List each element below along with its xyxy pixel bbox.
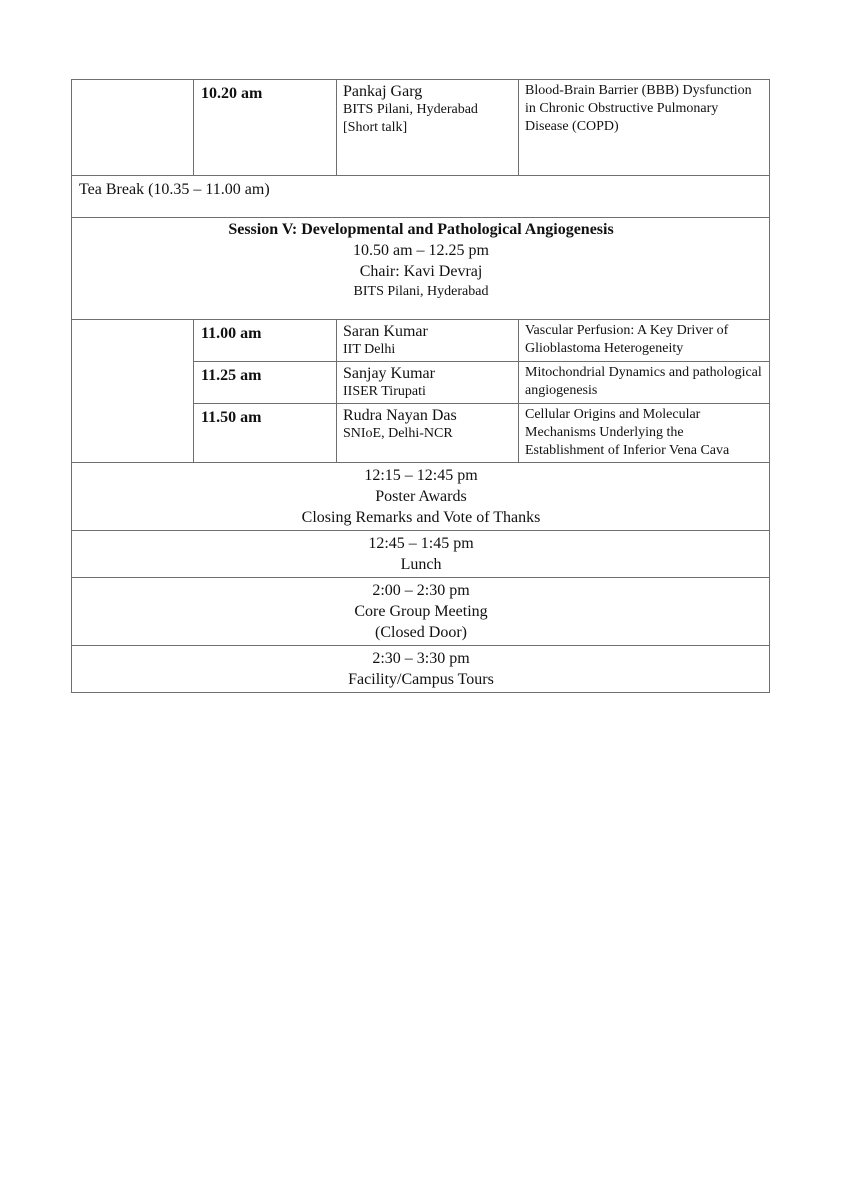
empty-cell xyxy=(72,320,194,463)
session-title: Session V: Developmental and Pathological Angiogenesis xyxy=(228,221,614,238)
speaker-name: Pankaj Garg xyxy=(343,83,423,100)
talk-time: 10.20 am xyxy=(194,80,337,176)
talk-row xyxy=(72,320,770,362)
talk-speaker-cell xyxy=(337,320,519,362)
program-table xyxy=(71,79,770,693)
lunch-label: Lunch xyxy=(400,556,442,573)
talk-speaker-cell xyxy=(337,80,519,176)
speaker-name: Rudra Nayan Das xyxy=(343,407,457,424)
session-chair-affiliation: BITS Pilani, Hyderabad xyxy=(353,284,489,299)
talk-title: Mitochondrial Dynamics and pathological angiogenesis xyxy=(519,362,770,404)
talk-time: 11.00 am xyxy=(194,320,337,362)
tea-break-row xyxy=(72,176,770,218)
speaker-name: Sanjay Kumar xyxy=(343,365,435,382)
closing-block xyxy=(72,463,770,531)
talk-title: Cellular Origins and Molecular Mechanisms Underlying the Establishment of Inferior Vena Cava xyxy=(519,404,770,463)
lunch-time: 12:45 – 1:45 pm xyxy=(368,535,474,552)
session-time: 10.50 am – 12.25 pm xyxy=(353,242,489,259)
session-header-row xyxy=(72,218,770,320)
tours-row xyxy=(72,646,770,693)
poster-awards: Poster Awards xyxy=(375,488,467,505)
tours-label: Facility/Campus Tours xyxy=(348,671,494,688)
talk-time: 11.50 am xyxy=(194,404,337,463)
speaker-affiliation: SNIoE, Delhi-NCR xyxy=(343,426,453,441)
core-meeting-row xyxy=(72,578,770,646)
closing-remarks: Closing Remarks and Vote of Thanks xyxy=(301,509,541,526)
talk-time: 11.25 am xyxy=(194,362,337,404)
speaker-name: Saran Kumar xyxy=(343,323,428,340)
talk-speaker-cell xyxy=(337,362,519,404)
closing-row xyxy=(72,463,770,531)
core-meeting-time: 2:00 – 2:30 pm xyxy=(372,582,470,599)
session-chair: Chair: Kavi Devraj xyxy=(359,263,483,280)
tours-block xyxy=(72,646,770,693)
core-meeting-note: (Closed Door) xyxy=(375,624,467,641)
talk-title: Vascular Perfusion: A Key Driver of Glioblastoma Heterogeneity xyxy=(519,320,770,362)
session-header xyxy=(72,218,770,320)
closing-time: 12:15 – 12:45 pm xyxy=(364,467,478,484)
lunch-row xyxy=(72,531,770,578)
lunch-block xyxy=(72,531,770,578)
talk-row xyxy=(72,80,770,176)
tea-break: Tea Break (10.35 – 11.00 am) xyxy=(72,176,770,218)
speaker-affiliation: IIT Delhi xyxy=(343,342,396,357)
tours-time: 2:30 – 3:30 pm xyxy=(372,650,470,667)
core-meeting-block xyxy=(72,578,770,646)
speaker-affiliation: IISER Tirupati xyxy=(343,384,426,399)
talk-title: Blood-Brain Barrier (BBB) Dysfunction in Chronic Obstructive Pulmonary Disease (COPD) xyxy=(519,80,770,176)
talk-note: [Short talk] xyxy=(343,120,408,135)
empty-cell xyxy=(72,80,194,176)
speaker-affiliation: BITS Pilani, Hyderabad xyxy=(343,102,478,117)
talk-speaker-cell xyxy=(337,404,519,463)
core-meeting-label: Core Group Meeting xyxy=(354,603,488,620)
